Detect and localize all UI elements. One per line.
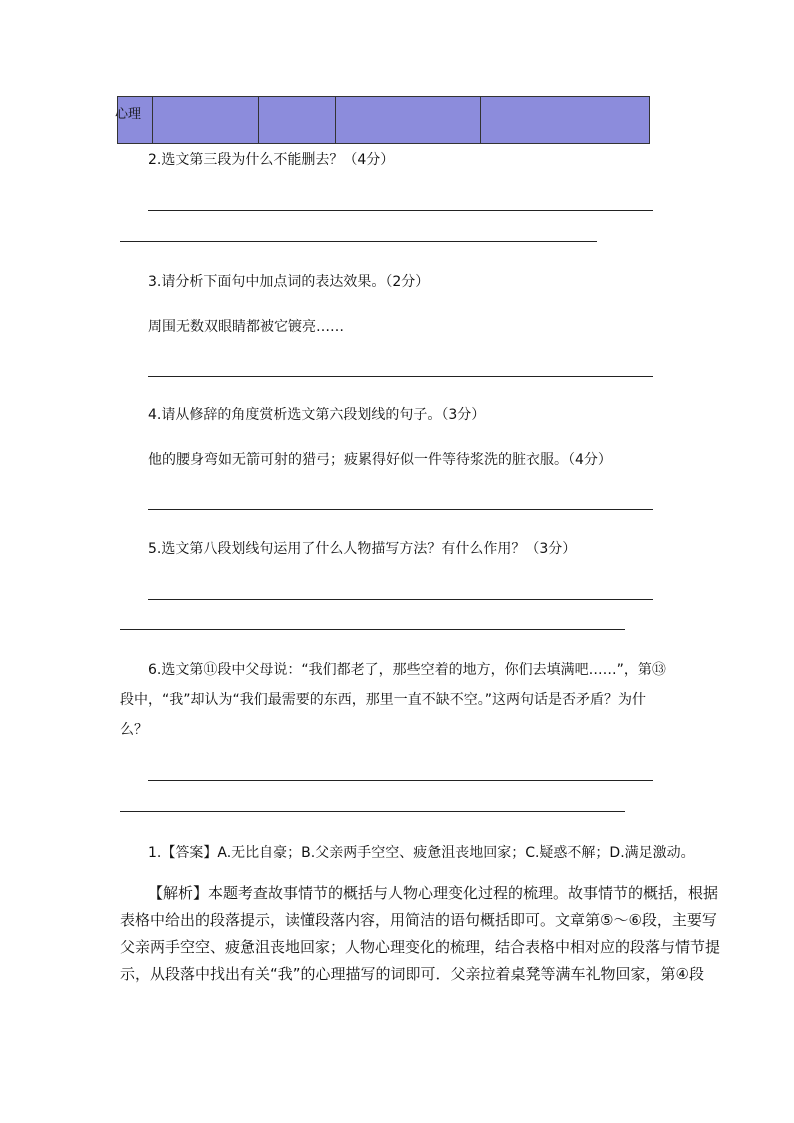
analysis-line-2: 表格中给出的段落提示，读懂段落内容，用简洁的语句概括即可。文章第⑤～⑥段，主要写	[120, 911, 717, 929]
question-3-quote: 周围无数双眼睛都被它镀亮……	[148, 319, 344, 335]
question-3: 3.请分析下面句中加点词的表达效果。（2分）	[148, 274, 430, 290]
analysis-line-4: 示，从段落中找出有关“我”的心理描写的词即可．父亲拉着桌凳等满车礼物回家，第④段	[120, 965, 704, 983]
answer-line	[148, 780, 653, 781]
analysis-line-1: 【解析】本题考查故事情节的概括与人物心理变化过程的梳理。故事情节的概括，根据	[148, 884, 719, 902]
answer-line	[148, 509, 653, 510]
answer-line	[120, 629, 625, 630]
question-6-line-3: 么？	[120, 722, 148, 738]
analysis-line-3: 父亲两手空空、疲惫沮丧地回家；人物心理变化的梳理，结合表格中相对应的段落与情节提	[120, 938, 721, 956]
table-fragment	[117, 96, 650, 144]
answer-line	[120, 811, 625, 812]
table-cell-xinli: 心理	[118, 97, 153, 143]
table-cell-empty-1	[153, 97, 259, 143]
answer-line	[148, 376, 653, 377]
answer-1: 1.【答案】A.无比自豪；B.父亲两手空空、疲惫沮丧地回家；C.疑惑不解；D.满足激动。	[148, 845, 695, 861]
question-2: 2.选文第三段为什么不能删去？（4分）	[148, 152, 395, 168]
question-5: 5.选文第八段划线句运用了什么人物描写方法？有什么作用？（3分）	[148, 541, 577, 557]
answer-line	[120, 241, 597, 242]
answer-line	[148, 599, 653, 600]
question-4: 4.请从修辞的角度赏析选文第六段划线的句子。（3分）	[148, 407, 486, 423]
table-cell-empty-3	[336, 97, 481, 143]
table-cell-empty-2	[259, 97, 336, 143]
question-4-quote: 他的腰身弯如无箭可射的猎弓；疲累得好似一件等待浆洗的脏衣服。（4分）	[148, 452, 612, 468]
table-cell-empty-4	[481, 97, 649, 143]
question-6-line-1: 6.选文第⑪段中父母说：“我们都老了，那些空着的地方，你们去填满吧……”，第⑬	[148, 662, 666, 678]
question-6-line-2: 段中，“我”却认为“我们最需要的东西，那里一直不缺不空。”这两句话是否矛盾？为什	[120, 692, 647, 708]
answer-line	[148, 210, 653, 211]
